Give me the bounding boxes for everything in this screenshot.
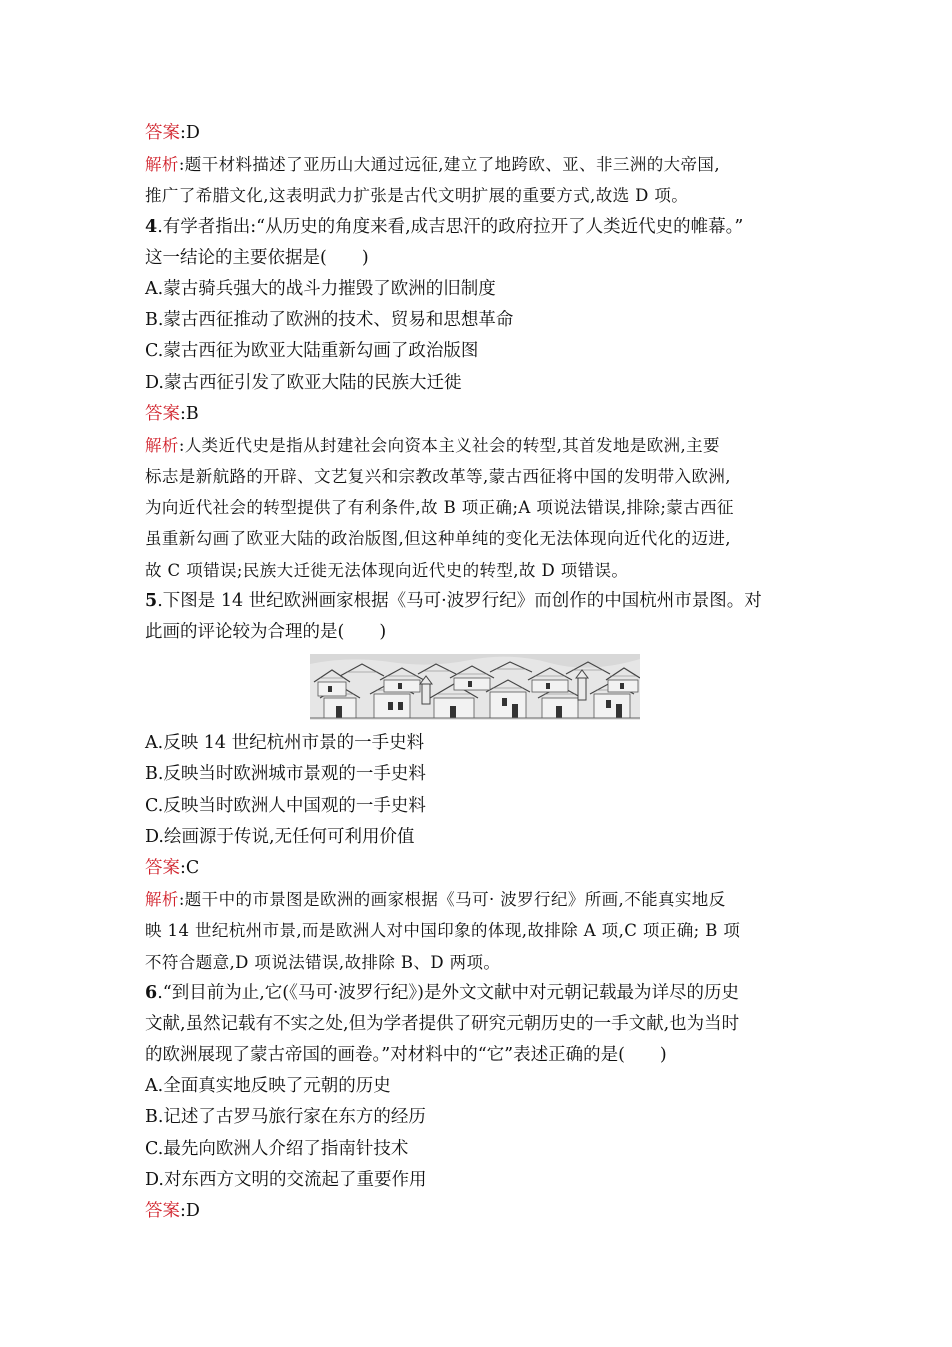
question-4-option-a: A.蒙古骑兵强大的战斗力摧毁了欧洲的旧制度 bbox=[145, 278, 496, 299]
explanation-text: :题干材料描述了亚历山大通过远征,建立了地跨欧、亚、非三洲的大帝国, bbox=[178, 155, 720, 175]
question-4-option-d: D.蒙古西征引发了欧亚大陆的民族大迁徙 bbox=[145, 372, 462, 393]
explanation-4-line-2: 标志是新航路的开辟、文艺复兴和宗教改革等,蒙古西征将中国的发明带入欧洲, bbox=[145, 467, 731, 487]
answer-value: :D bbox=[180, 123, 200, 143]
answer-3 bbox=[145, 118, 815, 149]
question-6-option-d: D.对东西方文明的交流起了重要作用 bbox=[145, 1169, 427, 1190]
question-6-stem-line-1 bbox=[145, 978, 815, 1009]
explanation-text: :题干中的市景图是欧洲的画家根据《马可· 波罗行纪》所画,不能真实地反 bbox=[178, 890, 726, 910]
figure-container bbox=[145, 652, 815, 724]
document-page bbox=[145, 118, 815, 1227]
question-5-option-c: C.反映当时欧洲人中国观的一手史料 bbox=[145, 795, 426, 816]
explanation-4-line-1 bbox=[145, 430, 815, 461]
answer-6 bbox=[145, 1196, 815, 1227]
explanation-3-line-1 bbox=[145, 149, 815, 180]
question-number: 6 bbox=[145, 982, 158, 1003]
answer-value: :D bbox=[180, 1201, 200, 1221]
explanation-label: 解析 bbox=[145, 435, 179, 455]
explanation-3-line-2: 推广了希腊文化,这表明武力扩张是古代文明扩展的重要方式,故选 D 项。 bbox=[145, 186, 689, 206]
question-6-option-c: C.最先向欧洲人介绍了指南针技术 bbox=[145, 1138, 409, 1159]
question-4-stem-line-2: 这一结论的主要依据是( ) bbox=[145, 247, 369, 268]
question-number: 4 bbox=[145, 216, 158, 237]
question-5-stem-line-1 bbox=[145, 586, 815, 617]
answer-label: 答案 bbox=[145, 123, 180, 143]
question-4-option-b: B.蒙古西征推动了欧洲的技术、贸易和思想革命 bbox=[145, 310, 514, 331]
explanation-label: 解析 bbox=[145, 890, 179, 910]
question-5-option-d: D.绘画源于传说,无任何可利用价值 bbox=[145, 826, 415, 847]
question-text: .下图是 14 世纪欧洲画家根据《马可·波罗行纪》而创作的中国杭州市景图。对 bbox=[157, 590, 762, 611]
answer-label: 答案 bbox=[145, 403, 180, 424]
explanation-4-line-5: 故 C 项错误;民族大迁徙无法体现向近代史的转型,故 D 项错误。 bbox=[145, 560, 629, 580]
question-number: 5 bbox=[145, 590, 158, 611]
answer-value: :B bbox=[180, 403, 199, 424]
explanation-5-line-2: 映 14 世纪杭州市景,而是欧洲人对中国印象的体现,故排除 A 项,C 项正确; B 项 bbox=[145, 921, 741, 941]
answer-value: :C bbox=[180, 857, 200, 878]
question-4-stem-line-1 bbox=[145, 212, 815, 243]
question-5-stem-line-2: 此画的评论较为合理的是( ) bbox=[145, 622, 387, 642]
explanation-label: 解析 bbox=[145, 155, 179, 175]
cityscape-image bbox=[310, 654, 640, 720]
answer-label: 答案 bbox=[145, 857, 180, 878]
question-6-option-b: B.记述了古罗马旅行家在东方的经历 bbox=[145, 1107, 426, 1128]
question-5-option-b: B.反映当时欧洲城市景观的一手史料 bbox=[145, 764, 426, 785]
answer-label: 答案 bbox=[145, 1201, 180, 1221]
question-6-option-a: A.全面真实地反映了元朝的历史 bbox=[145, 1076, 391, 1097]
explanation-text: :人类近代史是指从封建社会向资本主义社会的转型,其首发地是欧洲,主要 bbox=[178, 435, 720, 455]
question-5-option-a: A.反映 14 世纪杭州市景的一手史料 bbox=[145, 733, 425, 754]
explanation-4-line-4: 虽重新勾画了欧亚大陆的政治版图,但这种单纯的变化无法体现向近代化的迈进, bbox=[145, 529, 731, 549]
answer-5 bbox=[145, 853, 815, 884]
question-6-stem-line-3: 的欧洲展现了蒙古帝国的画卷。”对材料中的“它”表述正确的是( ) bbox=[145, 1045, 667, 1066]
cityscape-drawing bbox=[310, 654, 640, 720]
answer-4 bbox=[145, 399, 815, 430]
question-4-option-c: C.蒙古西征为欧亚大陆重新勾画了政治版图 bbox=[145, 341, 479, 362]
explanation-5-line-1 bbox=[145, 884, 815, 915]
question-text: .有学者指出:“从历史的角度来看,成吉思汗的政府拉开了人类近代史的帷幕。” bbox=[157, 216, 744, 237]
explanation-4-line-3: 为向近代社会的转型提供了有利条件,故 B 项正确;A 项说法错误,排除;蒙古西征 bbox=[145, 498, 734, 518]
question-text: .“到目前为止,它(《马可·波罗行纪》)是外文文献中对元朝记载最为详尽的历史 bbox=[157, 982, 739, 1003]
question-6-stem-line-2: 文献,虽然记载有不实之处,但为学者提供了研究元朝历史的一手文献,也为当时 bbox=[145, 1013, 740, 1034]
explanation-5-line-3: 不符合题意,D 项说法错误,故排除 B、D 两项。 bbox=[145, 952, 501, 972]
